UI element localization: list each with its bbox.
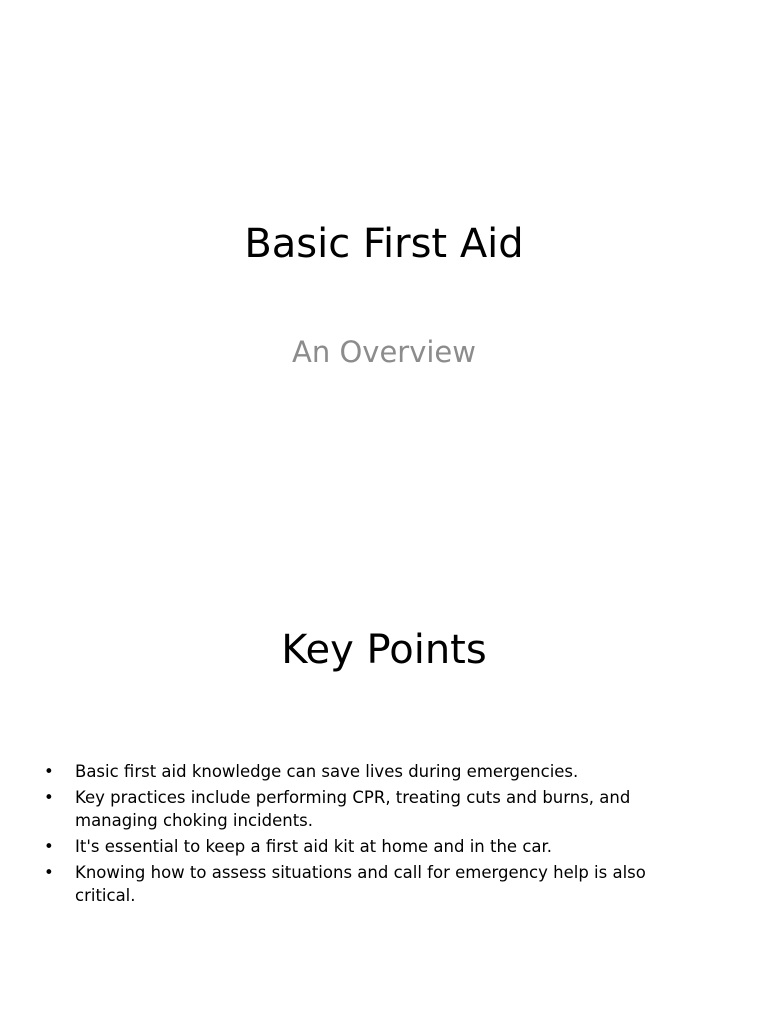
bullet-list [44,760,704,910]
bullet-text: Basic first aid knowledge can save lives during emergencies. [75,762,579,781]
slide-title: Basic First Aid [244,221,524,267]
slide-subtitle: An Overview [292,335,476,369]
bullet-text: It's essential to keep a first aid kit at home and in the car. [75,837,553,856]
list-item [44,760,704,783]
bullet-icon: • [44,788,54,807]
bullet-text: Knowing how to assess situations and call for emergency help is also critical. [75,863,646,905]
bullet-icon: • [44,863,54,882]
key-points-slide [0,512,768,1024]
bullet-icon: • [44,762,54,781]
list-item [44,786,704,832]
list-item [44,861,704,907]
bullet-icon: • [44,837,54,856]
list-item [44,835,704,858]
slide-title: Key Points [281,627,487,673]
bullet-text: Key practices include performing CPR, treating cuts and burns, and managing choking incidents. [75,788,631,830]
